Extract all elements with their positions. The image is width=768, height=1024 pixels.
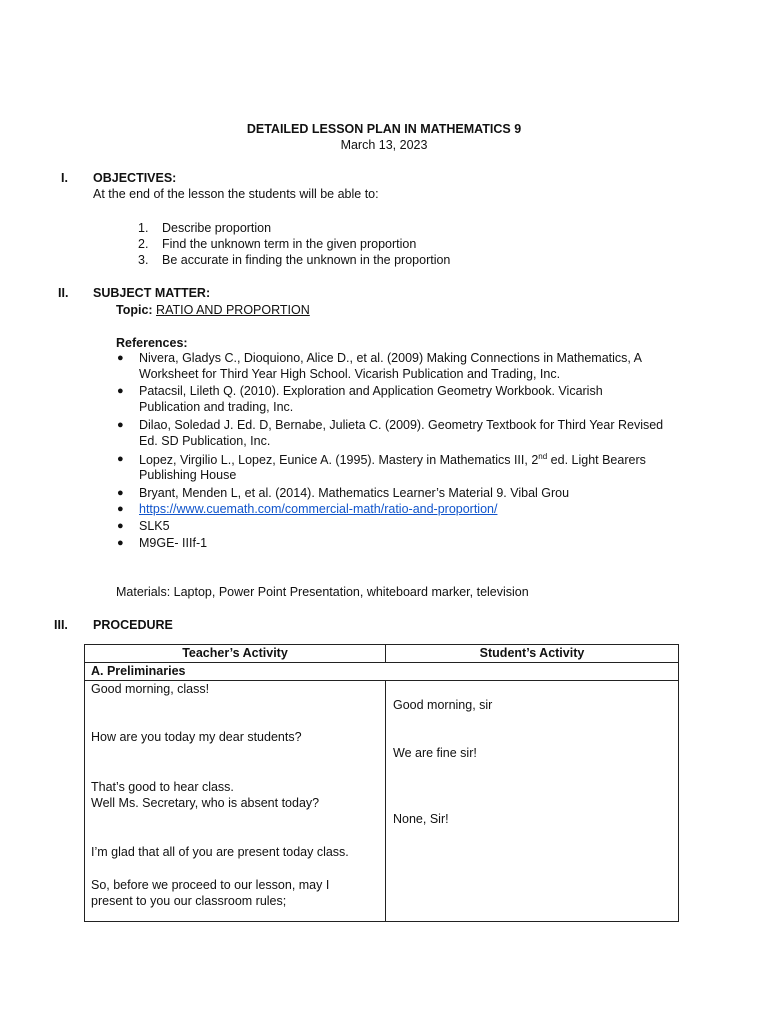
procedure-table (84, 644, 679, 922)
procedure-heading: PROCEDURE (93, 618, 173, 632)
reference-text: Lopez, Virgilio L., Lopez, Eunice A. (1995). Mastery in Mathematics III, 2 (139, 453, 539, 468)
reference-item-cont: Publication and trading, Inc. (139, 400, 294, 414)
reference-item-cont: Ed. SD Publication, Inc. (139, 434, 271, 448)
topic-line (116, 303, 310, 317)
teacher-activity-cell (85, 681, 386, 922)
objective-item: Find the unknown term in the given proportion (162, 237, 417, 251)
student-activity-cell (386, 681, 679, 922)
objectives-heading: OBJECTIVES: (93, 171, 177, 185)
objective-item: Describe proportion (162, 221, 272, 235)
student-line: We are fine sir! (393, 746, 477, 760)
table-section-row (85, 663, 679, 681)
bullet-dot-icon: ● (117, 352, 124, 364)
section-label: A. Preliminaries (85, 663, 679, 681)
bullet-dot-icon: ● (117, 537, 124, 549)
reference-item: Dilao, Soledad J. Ed. D, Bernabe, Julieta C. (2009). Geometry Textbook for Third Year Revised (139, 418, 664, 432)
reference-item: SLK5 (139, 519, 170, 533)
document-title: DETAILED LESSON PLAN IN MATHEMATICS 9 (246, 122, 522, 136)
reference-text: ed. Light Bearers (547, 453, 646, 468)
teacher-line: So, before we proceed to our lesson, may I (91, 878, 330, 892)
teacher-line: That’s good to hear class. (91, 780, 234, 794)
teacher-line: Well Ms. Secretary, who is absent today? (91, 796, 320, 810)
reference-item: M9GE- IIIf-1 (139, 536, 208, 550)
topic-label: Topic: (116, 303, 157, 317)
bullet-dot-icon: ● (117, 419, 124, 431)
student-line: None, Sir! (393, 812, 449, 826)
teacher-column-header: Teacher’s Activity (85, 645, 386, 663)
objectives-intro: At the end of the lesson the students will be able to: (93, 187, 379, 201)
bullet-dot-icon: ● (117, 503, 124, 515)
reference-item-cont: Publishing House (139, 468, 237, 482)
reference-item: Nivera, Gladys C., Dioquiono, Alice D., et al. (2009) Making Connections in Mathematics, A (139, 351, 643, 365)
bullet-dot-icon: ● (117, 385, 124, 397)
topic-value: RATIO AND PROPORTION (156, 303, 310, 317)
bullet-dot-icon: ● (117, 487, 124, 499)
reference-link[interactable]: https://www.cuemath.com/commercial-math/ratio-and-proportion/ (139, 502, 498, 516)
superscript: nd (538, 452, 548, 461)
student-column-header: Student’s Activity (386, 645, 679, 663)
reference-item-cont: Worksheet for Third Year High School. Vicarish Publication and Trading, Inc. (139, 367, 561, 381)
teacher-line: present to you our classroom rules; (91, 894, 287, 908)
bullet-dot-icon: ● (117, 453, 124, 465)
objective-number: 2. (138, 237, 149, 251)
section-numeral-3: III. (54, 618, 68, 632)
reference-item (139, 452, 646, 467)
table-header-row (85, 645, 679, 663)
table-row (85, 681, 679, 922)
section-numeral-1: I. (61, 171, 68, 185)
objective-number: 1. (138, 221, 149, 235)
references-heading: References: (116, 336, 188, 350)
objective-number: 3. (138, 253, 149, 267)
teacher-line: How are you today my dear students? (91, 730, 302, 744)
objective-item: Be accurate in finding the unknown in the proportion (162, 253, 451, 267)
bullet-dot-icon: ● (117, 520, 124, 532)
teacher-line: I’m glad that all of you are present today class. (91, 845, 349, 859)
document-date: March 13, 2023 (340, 138, 428, 152)
reference-item: Patacsil, Lileth Q. (2010). Exploration and Application Geometry Workbook. Vicarish (139, 384, 603, 398)
section-numeral-2: II. (58, 286, 69, 300)
subject-matter-heading: SUBJECT MATTER: (93, 286, 211, 300)
materials-line: Materials: Laptop, Power Point Presentation, whiteboard marker, television (116, 585, 529, 599)
reference-item: Bryant, Menden L, et al. (2014). Mathematics Learner’s Material 9. Vibal Grou (139, 486, 570, 500)
teacher-line: Good morning, class! (91, 682, 210, 696)
student-line: Good morning, sir (393, 698, 493, 712)
